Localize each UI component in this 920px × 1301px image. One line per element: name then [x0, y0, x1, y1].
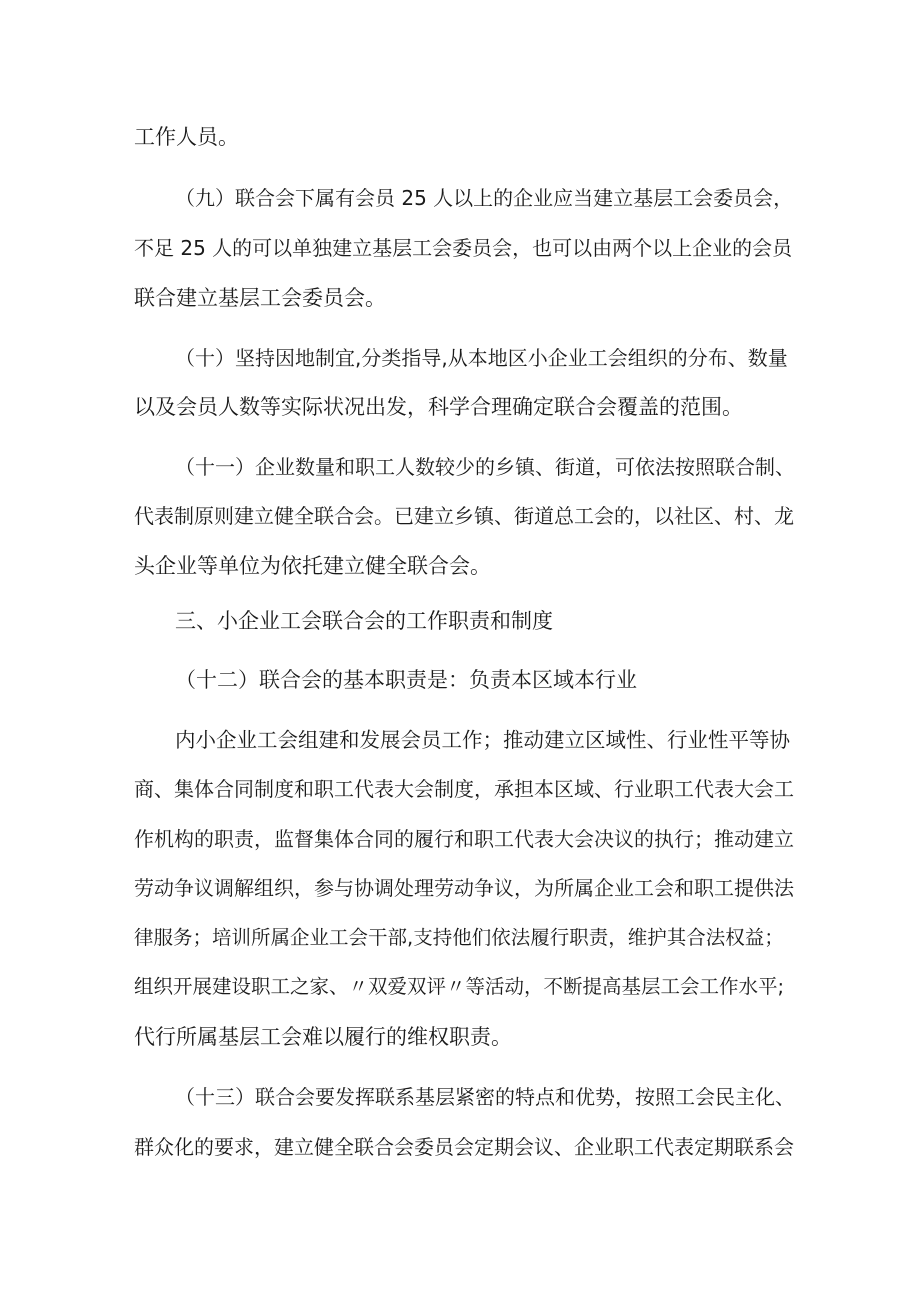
- text-line: （十三）联合会要发挥联系基层紧密的特点和优势，按照工会民主化、: [175, 1085, 795, 1109]
- text-line: （十二）联合会的基本职责是：负责本区域本行业: [175, 668, 637, 692]
- text-line: 代行所属基层工会难以履行的维权职责。: [134, 1025, 512, 1049]
- text-line: （十一）企业数量和职工人数较少的乡镇、街道，可依法按照联合制、: [175, 455, 795, 479]
- text-line: 劳动争议调解组织，参与协调处理劳动争议，为所属企业工会和职工提供法: [134, 876, 794, 900]
- text-line: 律服务；培训所属企业工会干部,支持他们依法履行职责，维护其合法权益；: [134, 926, 784, 949]
- text-line: 作机构的职责，监督集体合同的履行和职工代表大会决议的执行；推动建立: [134, 827, 794, 851]
- text-line: 以及会员人数等实际状况出发，科学合理确定联合会覆盖的范围。: [134, 395, 743, 419]
- text-line: 头企业等单位为依托建立健全联合会。: [134, 554, 491, 578]
- section-heading: 三、小企业工会联合会的工作职责和制度: [175, 609, 553, 633]
- text-line: 商、集体合同制度和职工代表大会制度，承担本区域、行业职工代表大会工: [134, 777, 794, 801]
- text-line: 内小企业工会组建和发展会员工作；推动建立区域性、行业性平等协: [175, 728, 790, 752]
- text-line: （九）联合会下属有会员 25 人以上的企业应当建立基层工会委员会，: [175, 186, 794, 210]
- text-line: 代表制原则建立健全联合会。已建立乡镇、街道总工会的，以社区、村、龙: [134, 504, 794, 528]
- text-line: 联合建立基层工会委员会。: [134, 286, 386, 310]
- text-line: 组织开展建设职工之家、〃双爱双评〃等活动，不断提高基层工会工作水平;: [134, 975, 785, 998]
- text-line: 群众化的要求，建立健全联合会委员会定期会议、企业职工代表定期联系会: [134, 1135, 794, 1159]
- text-line: 工作人员。: [134, 125, 239, 149]
- text-line: 不足 25 人的可以单独建立基层工会委员会，也可以由两个以上企业的会员: [134, 236, 793, 260]
- text-line: （十）坚持因地制宜,分类指导,从本地区小企业工会组织的分布、数量: [175, 346, 788, 370]
